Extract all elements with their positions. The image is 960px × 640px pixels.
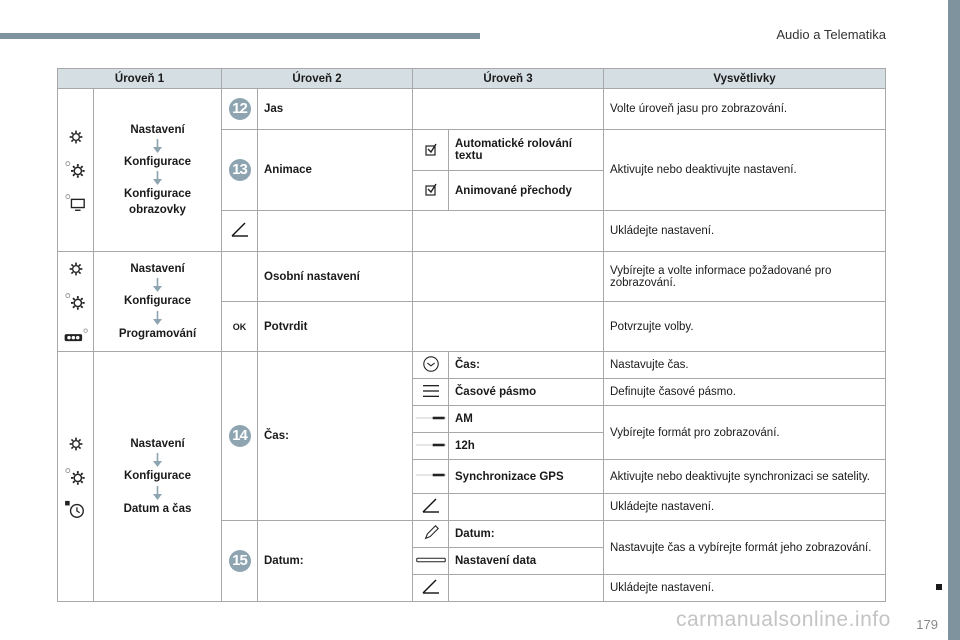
desc-timezone: Definujte časové pásmo. [604, 379, 886, 406]
empty-cell [449, 494, 604, 521]
path-level-config: Konfigurace [123, 155, 192, 168]
col-header-level1: Úroveň 1 [58, 69, 222, 89]
level3-gps-sync: Synchronizace GPS [449, 460, 604, 494]
path-level-settings: Nastavení [130, 123, 185, 136]
gear-icon [68, 261, 84, 277]
checkbox-icon [424, 142, 438, 156]
group2-icons [58, 252, 94, 352]
icon-cell [413, 433, 449, 460]
empty-cell [449, 575, 604, 602]
desc-format: Vybírejte formát pro zobrazování. [604, 406, 886, 460]
badge-cell [222, 352, 258, 521]
level3-timezone: Časové pásmo [449, 379, 604, 406]
gear-icon [68, 436, 84, 452]
badge-cell [222, 89, 258, 130]
gear-sub-icon [64, 467, 88, 487]
icon-cell [413, 521, 449, 548]
icon-cell [413, 406, 449, 433]
ok-icon: OK [232, 321, 247, 332]
desc-personal: Vybírejte a volte informace požadované pro zobrazování. [604, 252, 886, 302]
step-badge: 12 [229, 98, 251, 120]
empty-cell [258, 211, 413, 252]
gear-icon [68, 129, 84, 145]
back-arrow-icon [419, 577, 443, 597]
path-level-settings: Nastavení [130, 263, 185, 276]
checkbox-cell [413, 130, 449, 171]
icon-cell [413, 460, 449, 494]
desc-save: Ukládejte nastavení. [604, 211, 886, 252]
level2-time: Čas: [258, 352, 413, 521]
arrow-down-icon [152, 486, 163, 500]
checkbox-icon [424, 182, 438, 196]
watermark: carmanualsonline.info [676, 608, 891, 631]
back-arrow-icon [228, 220, 252, 240]
arrow-down-icon [152, 171, 163, 185]
icon-cell [413, 352, 449, 379]
group3-icons [58, 352, 94, 602]
back-cell [222, 211, 258, 252]
col-header-explanation: Vysvětlivky [604, 69, 886, 89]
header-rule [0, 33, 480, 39]
level3-date: Datum: [449, 521, 604, 548]
gear-sub-icon [64, 292, 88, 312]
toggle-icon [414, 470, 448, 480]
back-arrow-icon [419, 496, 443, 516]
group1-path [94, 89, 222, 252]
desc-time: Nastavujte čas. [604, 352, 886, 379]
programming-icon [62, 328, 90, 342]
level3-12h: 12h [449, 433, 604, 460]
level3-am: AM [449, 406, 604, 433]
empty-cell [413, 252, 604, 302]
level3-date-setting: Nastavení data [449, 548, 604, 575]
path-level-screen: Konfigurace obrazovky [123, 188, 192, 217]
level3-empty [413, 89, 604, 130]
path-level-config: Konfigurace [123, 470, 192, 483]
level3-animated-transitions: Animované přechody [449, 171, 604, 211]
pen-icon [422, 524, 440, 542]
group1-icons [58, 89, 94, 252]
checkbox-cell [413, 171, 449, 211]
step-badge: 15 [229, 550, 251, 572]
continue-marker [936, 584, 942, 590]
empty-cell [413, 302, 604, 352]
arrow-down-icon [152, 278, 163, 292]
group2-path [94, 252, 222, 352]
empty-cell [413, 211, 604, 252]
level2-confirm: Potvrdit [258, 302, 413, 352]
desc-confirm: Potvrzujte volby. [604, 302, 886, 352]
icon-cell [413, 548, 449, 575]
desc-save: Ukládejte nastavení. [604, 575, 886, 602]
step-badge: 14 [229, 425, 251, 447]
clock-icon [64, 500, 88, 520]
back-cell [413, 575, 449, 602]
time-icon [422, 355, 440, 373]
side-tab [948, 0, 960, 640]
level2-date: Datum: [258, 521, 413, 602]
toggle-icon [414, 413, 448, 423]
page-number: 179 [916, 617, 938, 632]
list-icon [421, 383, 441, 399]
desc-brightness: Volte úroveň jasu pro zobrazování. [604, 89, 886, 130]
arrow-down-icon [152, 311, 163, 325]
badge-cell [222, 130, 258, 211]
section-title: Audio a Telematika [776, 27, 886, 42]
path-level-datetime: Datum a čas [123, 502, 192, 515]
group3-path [94, 352, 222, 602]
step-badge: 13 [229, 159, 251, 181]
desc-animation: Aktivujte nebo deaktivujte nastavení. [604, 130, 886, 211]
badge-cell [222, 521, 258, 602]
level2-animation: Animace [258, 130, 413, 211]
path-level-programming: Programování [118, 327, 197, 340]
level2-brightness: Jas [258, 89, 413, 130]
bar-icon [415, 555, 447, 565]
empty-cell [222, 252, 258, 302]
level3-time: Čas: [449, 352, 604, 379]
desc-date: Nastavujte čas a vybírejte formát jeho zobrazování. [604, 521, 886, 575]
gear-sub-icon [64, 160, 88, 180]
arrow-down-icon [152, 139, 163, 153]
path-level-config: Konfigurace [123, 295, 192, 308]
arrow-down-icon [152, 453, 163, 467]
icon-cell [413, 379, 449, 406]
col-header-level2: Úroveň 2 [222, 69, 413, 89]
desc-gps-sync: Aktivujte nebo deaktivujte synchronizaci se satelity. [604, 460, 886, 494]
desc-save: Ukládejte nastavení. [604, 494, 886, 521]
screen-icon [64, 193, 88, 213]
back-cell [413, 494, 449, 521]
path-level-settings: Nastavení [130, 438, 185, 451]
ok-cell [222, 302, 258, 352]
col-header-level3: Úroveň 3 [413, 69, 604, 89]
level3-auto-scroll: Automatické rolování textu [449, 130, 604, 171]
toggle-icon [414, 440, 448, 450]
level2-personal: Osobní nastavení [258, 252, 413, 302]
settings-table [57, 68, 886, 602]
